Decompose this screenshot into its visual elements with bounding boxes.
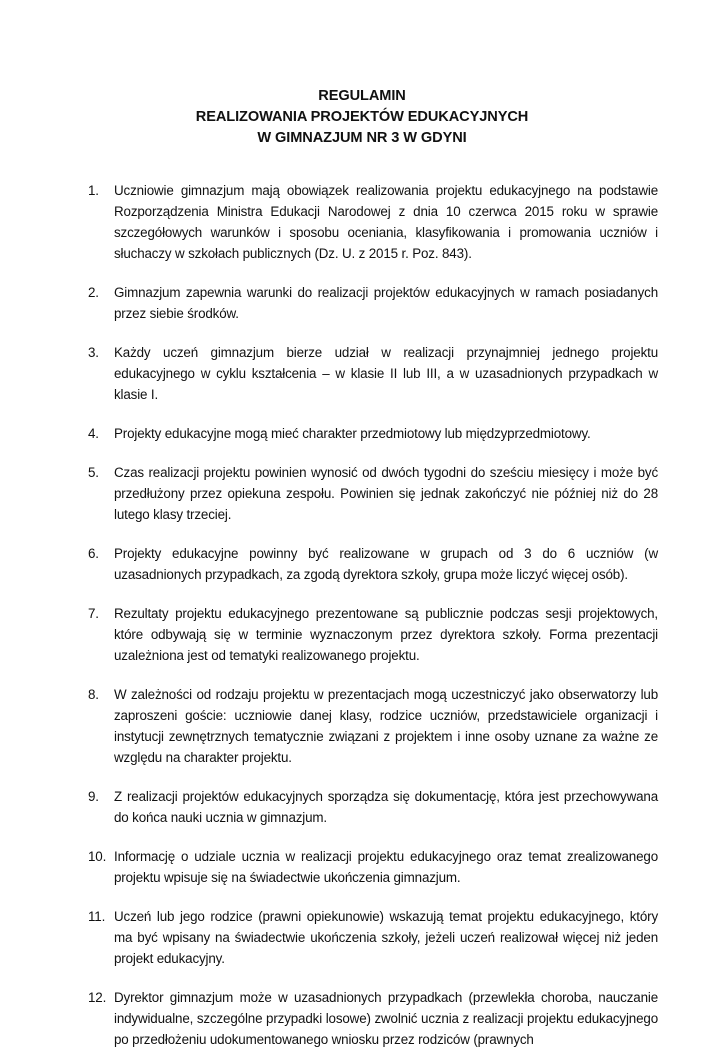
item-text: Każdy uczeń gimnazjum bierze udział w realizacji przynajmniej jednego projektu edukacyjnego w cyklu kształcenia – w klasie II lub III, a w uzasadnionych przypadkach w klasie I. bbox=[114, 345, 658, 402]
list-item-6 bbox=[88, 543, 658, 585]
item-number: 6. bbox=[88, 546, 99, 561]
item-text: Projekty edukacyjne powinny być realizowane w grupach od 3 do 6 uczniów (w uzasadnionych przypadkach, za zgodą dyrektora szkoły, grupa może liczyć więcej osób). bbox=[114, 546, 658, 582]
title-line-2: REALIZOWANIA PROJEKTÓW EDUKACYJNYCH bbox=[195, 109, 529, 125]
title-line-1: REGULAMIN bbox=[318, 88, 406, 104]
item-number: 3. bbox=[88, 345, 99, 360]
item-number: 11. bbox=[88, 909, 106, 924]
list-item-7 bbox=[88, 603, 658, 666]
item-number: 12. bbox=[88, 990, 107, 1005]
list-item-8 bbox=[88, 684, 658, 768]
item-text: Dyrektor gimnazjum może w uzasadnionych przypadkach (przewlekła choroba, nauczanie indywidualne, szczególne przypadki losowe) zwolnić ucznia z realizacji projektu edukacyjnego po przedłożeniu udokumentowanego wniosku przez rodziców (prawnych bbox=[114, 990, 658, 1047]
item-text: Z realizacji projektów edukacyjnych sporządza się dokumentację, która jest przechowywana do końca nauki ucznia w gimnazjum. bbox=[114, 789, 658, 825]
item-text: W zależności od rodzaju projektu w prezentacjach mogą uczestniczyć jako obserwatorzy lub zaproszeni goście: uczniowie danej klasy, rodzice uczniów, przedstawiciele organizacji i instytucji zewnętrznych tematycznie związani z projektem i inne osoby uznane za ważne ze względu na charakter projektu. bbox=[114, 687, 658, 765]
item-number: 2. bbox=[88, 285, 99, 300]
list-item-3 bbox=[88, 342, 658, 405]
item-text: Czas realizacji projektu powinien wynosić od dwóch tygodni do sześciu miesięcy i może być przedłużony przez opiekuna zespołu. Powinien się jednak zakończyć nie później niż do 28 lutego klasy trzeciej. bbox=[114, 465, 658, 522]
list-item-1 bbox=[88, 180, 658, 264]
list-item-11 bbox=[88, 906, 658, 969]
list-item-5 bbox=[88, 462, 658, 525]
item-number: 9. bbox=[88, 789, 99, 804]
document-title bbox=[0, 86, 724, 149]
item-number: 4. bbox=[88, 426, 99, 441]
list-item-12 bbox=[88, 987, 658, 1050]
regulations-list bbox=[88, 180, 658, 1050]
list-item-9 bbox=[88, 786, 658, 828]
item-number: 10. bbox=[88, 849, 107, 864]
list-item-2 bbox=[88, 282, 658, 324]
item-text: Gimnazjum zapewnia warunki do realizacji projektów edukacyjnych w ramach posiadanych przez siebie środków. bbox=[114, 285, 658, 321]
item-text: Informację o udziale ucznia w realizacji projektu edukacyjnego oraz temat zrealizowanego projektu wpisuje się na świadectwie ukończenia gimnazjum. bbox=[114, 849, 658, 885]
item-text: Uczniowie gimnazjum mają obowiązek realizowania projektu edukacyjnego na podstawie Rozporządzenia Ministra Edukacji Narodowej z dnia 10 czerwca 2015 roku w sprawie szczegółowych warunków i sposobu oceniania, klasyfikowania i promowania uczniów i słuchaczy w szkołach publicznych (Dz. U. z 2015 r. Poz. 843). bbox=[114, 183, 658, 261]
list-item-10 bbox=[88, 846, 658, 888]
item-number: 7. bbox=[88, 606, 99, 621]
list-item-4 bbox=[88, 423, 658, 444]
item-text: Uczeń lub jego rodzice (prawni opiekunowie) wskazują temat projektu edukacyjnego, który ma być wpisany na świadectwie ukończenia szkoły, jeżeli uczeń realizował więcej niż jeden projekt edukacyjny. bbox=[114, 909, 658, 966]
item-text: Projekty edukacyjne mogą mieć charakter przedmiotowy lub międzyprzedmiotowy. bbox=[114, 426, 591, 441]
title-line-3: W GIMNAZJUM NR 3 W GDYNI bbox=[257, 130, 467, 146]
item-number: 5. bbox=[88, 465, 99, 480]
item-text: Rezultaty projektu edukacyjnego prezentowane są publicznie podczas sesji projektowych, które odbywają się w terminie wyznaczonym przez dyrektora szkoły. Forma prezentacji uzależniona jest od tematyki realizowanego projektu. bbox=[114, 606, 658, 663]
item-number: 8. bbox=[88, 687, 99, 702]
item-number: 1. bbox=[88, 183, 99, 198]
